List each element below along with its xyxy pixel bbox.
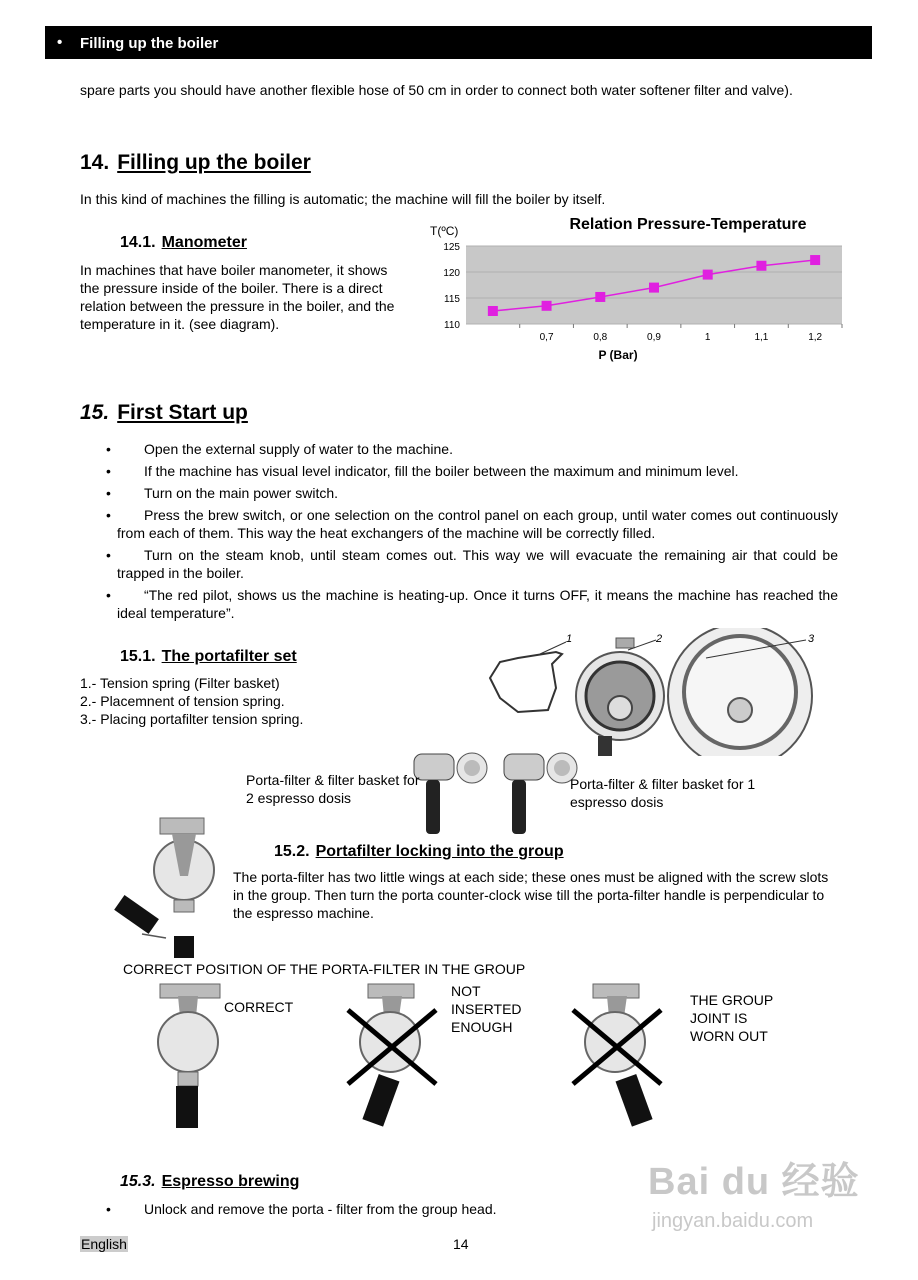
header-title: Filling up the boiler <box>80 35 219 52</box>
subsection-15-3-heading <box>120 1173 299 1191</box>
section-15-title: First Start up <box>117 401 248 424</box>
portafilters-illustration <box>408 748 584 836</box>
callout-2: 2 <box>656 633 663 645</box>
section-15-heading <box>80 401 248 425</box>
chart-ylabel: T(ºC) <box>430 224 459 238</box>
label-correct: CORRECT <box>224 999 294 1015</box>
correct-position-title: CORRECT POSITION OF THE PORTA-FILTER IN THE GROUP <box>123 961 526 977</box>
chart-data-point <box>649 283 659 293</box>
label-worn-out: THE GROUP JOINT IS WORN OUT <box>690 992 773 1044</box>
subsection-15-3-number: 15.3. <box>120 1173 156 1190</box>
chart-data-point <box>595 292 605 302</box>
label-two-dose: Porta-filter & filter basket for 2 espresso dosis <box>246 772 420 806</box>
list-item: • Turn on the main power switch. <box>106 485 339 501</box>
chart-data-point <box>756 261 766 271</box>
chart-title: Relation Pressure-Temperature <box>569 216 807 233</box>
chart-x-tick-label: 0,7 <box>539 332 554 343</box>
chart-x-tick-label: 1,1 <box>754 332 769 343</box>
startup-bullet-list <box>80 440 838 626</box>
chart-y-tick-label: 110 <box>444 320 460 331</box>
worn-joint-illustration <box>565 980 675 1135</box>
page-number: 14 <box>453 1236 469 1252</box>
subsection-15-1-number: 15.1. <box>120 648 156 665</box>
section-14-heading <box>80 151 311 175</box>
list-item: • Turn on the steam knob, until steam comes out. This way we will evacuate the remaining air that could be trapped in the boiler. <box>106 547 838 581</box>
chart-data-point <box>488 306 498 316</box>
subsection-14-1-number: 14.1. <box>120 234 156 251</box>
subsection-15-3-title: Espresso brewing <box>161 1173 300 1190</box>
subsection-15-1-heading <box>120 648 297 666</box>
chart-data-point <box>542 301 552 311</box>
chart-y-tick-label: 115 <box>444 294 460 305</box>
label-one-dose: Porta-filter & filter basket for 1 espresso dosis <box>570 776 756 810</box>
subsection-14-1-heading <box>120 234 247 252</box>
subsection-15-2-title: Portafilter locking into the group <box>315 843 564 860</box>
section-header-bar <box>45 26 872 59</box>
footer-language: English <box>81 1236 127 1252</box>
header-bullet: • <box>57 34 63 51</box>
pressure-temperature-chart <box>420 208 860 368</box>
watermark-url: jingyan.baidu.com <box>652 1210 814 1232</box>
manometer-text: In machines that have boiler manometer, it shows the pressure inside of the boiler. There is a direct relation between the pressure in the boiler, and the temperature in it. (see diagram). <box>80 262 395 332</box>
subsection-14-1-title: Manometer <box>161 234 247 251</box>
section-15-number: 15. <box>80 401 110 424</box>
list-item: • If the machine has visual level indicator, fill the boiler between the maximum and minimum level. <box>106 463 739 479</box>
chart-y-tick-label: 120 <box>443 268 460 279</box>
callout-3: 3 <box>808 633 815 645</box>
watermark-logo: Bai du 经验 <box>648 1161 860 1203</box>
portafilter-one-dose <box>504 754 544 780</box>
chart-data-point <box>810 255 820 265</box>
intro-paragraph: spare parts you should have another flexible hose of 50 cm in order to connect both water softener filter and valve). <box>80 82 793 98</box>
list-item: 1.- Tension spring (Filter basket) <box>80 675 280 691</box>
portafilter-set-illustration <box>478 628 858 756</box>
chart-x-tick-label: 1,2 <box>808 332 823 343</box>
list-item: • Open the external supply of water to the machine. <box>106 441 453 457</box>
portafilter-locking-illustration <box>108 816 223 961</box>
chart-x-tick-label: 0,8 <box>593 332 608 343</box>
tension-spring-image <box>490 652 562 712</box>
portafilter-set-list <box>80 674 400 728</box>
section-14-title: Filling up the boiler <box>117 151 311 174</box>
chart-xlabel: P (Bar) <box>598 348 638 362</box>
section-14-text: In this kind of machines the filling is automatic; the machine will fill the boiler by itself. <box>80 191 606 207</box>
chart-y-tick-label: 125 <box>443 242 460 253</box>
chart-data-point <box>703 270 713 280</box>
subsection-15-1-title: The portafilter set <box>161 648 297 665</box>
callout-1: 1 <box>566 633 573 645</box>
section-14-number: 14. <box>80 151 110 174</box>
list-item: 3.- Placing portafilter tension spring. <box>80 711 304 727</box>
subsection-15-2-heading <box>274 843 564 861</box>
list-item: • “The red pilot, shows us the machine is heating-up. Once it turns OFF, it means the machine has reached the ideal temperature”. <box>106 587 838 621</box>
portafilter-locking-text: The porta-filter has two little wings at each side; these ones must be aligned with the screw slots in the group. Then turn the porta counter-clock wise till the porta-filter handle is perpendicular to the espresso machine. <box>233 869 829 921</box>
chart-x-tick-label: 0,9 <box>647 332 661 343</box>
list-item: 2.- Placemnent of tension spring. <box>80 693 285 709</box>
rotation-arrow-icon <box>142 934 166 938</box>
label-not-inserted: NOT INSERTED ENOUGH <box>451 983 522 1035</box>
chart-x-tick-label: 1 <box>704 332 711 343</box>
list-item: • Press the brew switch, or one selection on the control panel on each group, until water comes out continuously from each of them. This way the heat exchangers of the machine will be correctly filled. <box>106 507 838 541</box>
list-item: • Unlock and remove the porta - filter from the group head. <box>106 1201 497 1217</box>
not-inserted-illustration <box>340 980 450 1135</box>
subsection-15-2-number: 15.2. <box>274 843 310 860</box>
